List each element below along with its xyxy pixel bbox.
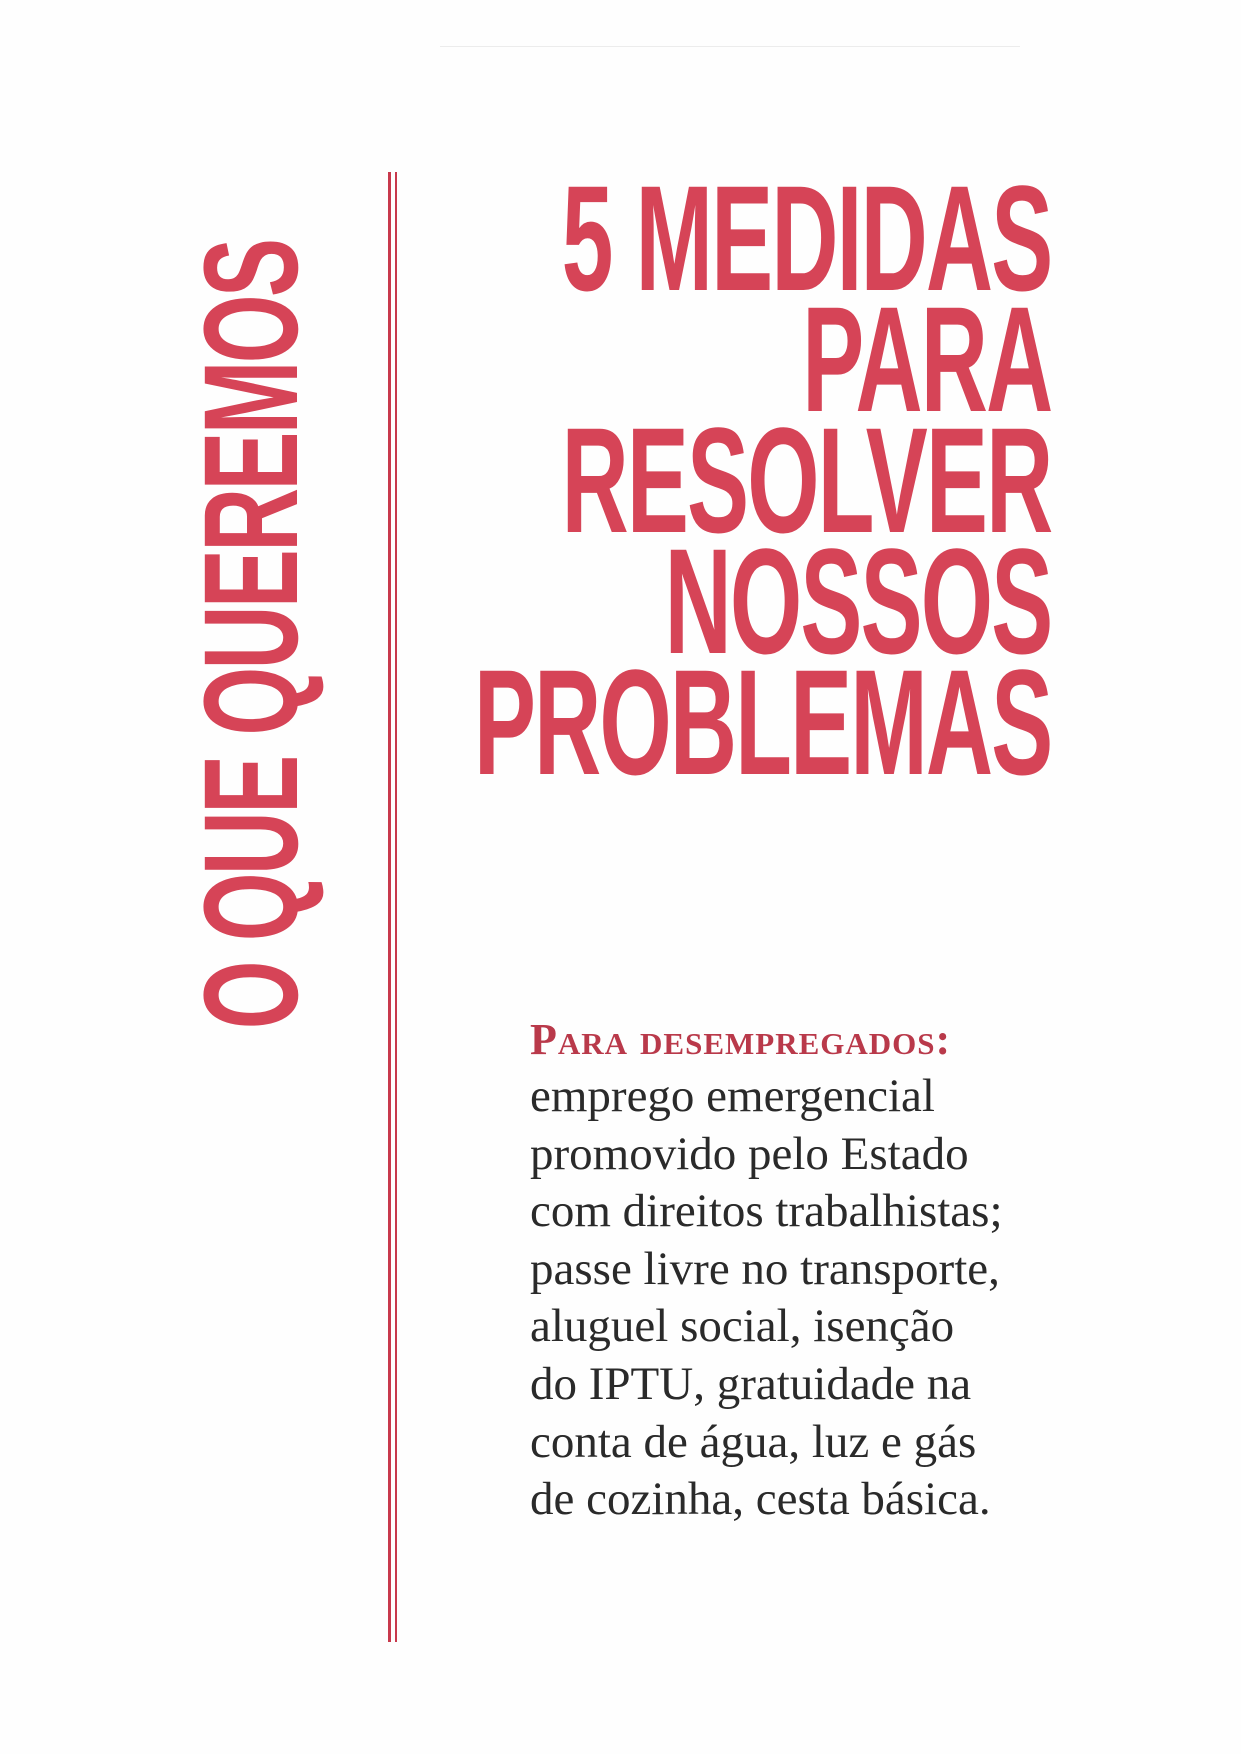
vertical-title-text: O QUE QUEREMOS — [177, 240, 326, 1030]
scan-artifact-line — [440, 46, 1020, 47]
body-text-line: passe livre no transporte, — [530, 1242, 1000, 1295]
body-text-line: do IPTU, gratuidade na — [530, 1357, 972, 1410]
body-text-line: promovido pelo Estado — [530, 1127, 969, 1180]
headline-line: 5 MEDIDAS — [561, 154, 1051, 322]
body-text-line: com direitos trabalhistas; — [530, 1185, 1003, 1238]
body-text-line: emprego emergencial — [530, 1070, 935, 1122]
measure-section — [530, 1012, 1090, 1529]
headline-line: RESOLVER — [561, 396, 1051, 564]
headline — [120, 154, 1051, 806]
headline-line: PARA — [801, 275, 1051, 443]
section-heading: Para desempregados: — [530, 1015, 952, 1064]
body-text-line: aluguel social, isenção — [530, 1300, 955, 1353]
headline-line: PROBLEMAS — [473, 638, 1051, 806]
body-text-line: de cozinha, cesta básica. — [530, 1473, 991, 1526]
headline-line: NOSSOS — [664, 517, 1051, 685]
body-text-line: conta de água, luz e gás — [530, 1415, 977, 1468]
